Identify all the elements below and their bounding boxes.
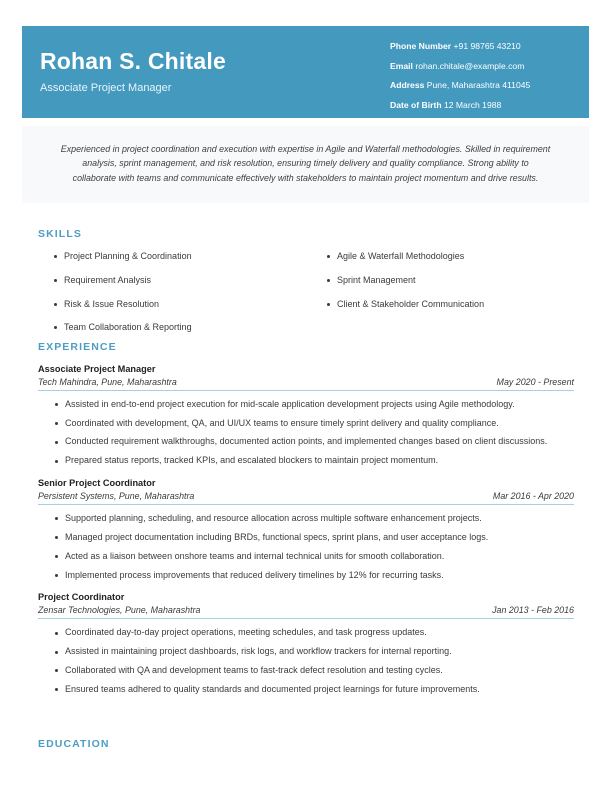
skill-item: Sprint Management [311,275,574,286]
professional-summary [22,126,589,203]
skill-item: Team Collaboration & Reporting [38,322,306,333]
job-title: Project Coordinator [38,592,125,603]
contact-address [390,81,590,90]
job-meta [38,377,574,391]
job-bullet: Managed project documentation including BRDs, functional specs, sprint plans, and user acceptance logs. [38,532,574,544]
skills-column-right [306,251,574,346]
contact-dob [390,101,590,110]
contact-dob-value: 12 March 1988 [443,99,502,110]
contact-address-label: Address [390,80,425,91]
experience-section [38,341,574,707]
experience-entry [38,592,574,695]
skills-column-left [38,251,306,346]
job-bullet-list [38,513,574,582]
experience-heading: EXPERIENCE [38,341,117,353]
job-bullet: Conducted requirement walkthroughs, documented action points, and implemented changes based on client discussions. [38,436,574,448]
education-section [38,738,574,761]
job-bullet: Assisted in end-to-end project execution for mid-scale application development projects using Agile methodology. [38,399,574,411]
skill-item: Risk & Issue Resolution [38,299,306,310]
skills-heading: SKILLS [38,228,82,240]
job-bullet: Ensured teams adhered to quality standards and documented project learnings for future improvements. [38,684,574,696]
job-bullet: Collaborated with QA and development teams to fast-track defect resolution and testing cycles. [38,665,574,677]
job-bullet: Supported planning, scheduling, and resource allocation across multiple software enhancement projects. [38,513,574,525]
contact-dob-label: Date of Birth [390,99,442,110]
job-bullet: Acted as a liaison between onshore teams and internal technical units for smooth collaboration. [38,551,574,563]
job-meta [38,491,574,505]
job-bullet: Implemented process improvements that reduced delivery timelines by 12% for recurring tasks. [38,570,574,582]
experience-entry [38,478,574,581]
skill-item: Agile & Waterfall Methodologies [311,251,574,262]
job-bullet: Assisted in maintaining project dashboards, risk logs, and workflow trackers for internal reporting. [38,646,574,658]
experience-entry [38,364,574,467]
contact-phone-label: Phone Number [390,41,452,51]
job-bullet: Prepared status reports, tracked KPIs, and escalated blockers to maintain project momentum. [38,455,574,467]
job-company: Persistent Systems, Pune, Maharashtra [38,491,195,502]
education-heading: EDUCATION [38,738,110,750]
contact-phone-value: +91 98765 43210 [453,41,521,51]
contact-email [390,62,590,71]
job-bullet-list [38,627,574,696]
contact-email-label: Email [390,60,413,71]
skills-section [38,228,574,346]
job-title: Associate Project Manager [38,364,156,374]
contact-address-value: Pune, Maharashtra 411045 [426,80,531,91]
job-meta [38,605,574,619]
skill-item: Client & Stakeholder Communication [311,299,574,310]
contact-email-value: rohan.chitale@example.com [415,60,525,71]
contact-block [390,42,590,120]
job-title: Senior Project Coordinator [38,478,156,489]
skills-columns [38,251,574,346]
job-bullet: Coordinated with development, QA, and UI/UX teams to ensure timely sprint delivery and quality compliance. [38,418,574,430]
job-company: Tech Mahindra, Pune, Maharashtra [38,377,177,388]
contact-phone [390,42,590,51]
header-identity [40,48,360,96]
candidate-job-title: Associate Project Manager [40,82,172,95]
job-dates: Mar 2016 - Apr 2020 [492,491,574,502]
job-bullet: Coordinated day-to-day project operations, meeting schedules, and task progress updates. [38,627,574,639]
summary-text: Experienced in project coordination and execution with expertise in Agile and Waterfall methodologies. Skilled in requirement analysis, sprint management, and risk resolution, ensuring timely delivery and quality compliance. Strong ability to collaborate with teams and communicate effectively with stakeholders to maintain project momentum and drive results. [60,144,551,183]
resume-header [22,26,589,118]
job-company: Zensar Technologies, Pune, Maharashtra [38,605,201,616]
job-bullet-list [38,399,574,468]
job-dates: May 2020 - Present [496,377,574,388]
skill-item: Project Planning & Coordination [38,251,306,262]
job-dates: Jan 2013 - Feb 2016 [492,605,574,616]
skill-item: Requirement Analysis [38,275,306,286]
candidate-name: Rohan S. Chitale [40,48,226,74]
